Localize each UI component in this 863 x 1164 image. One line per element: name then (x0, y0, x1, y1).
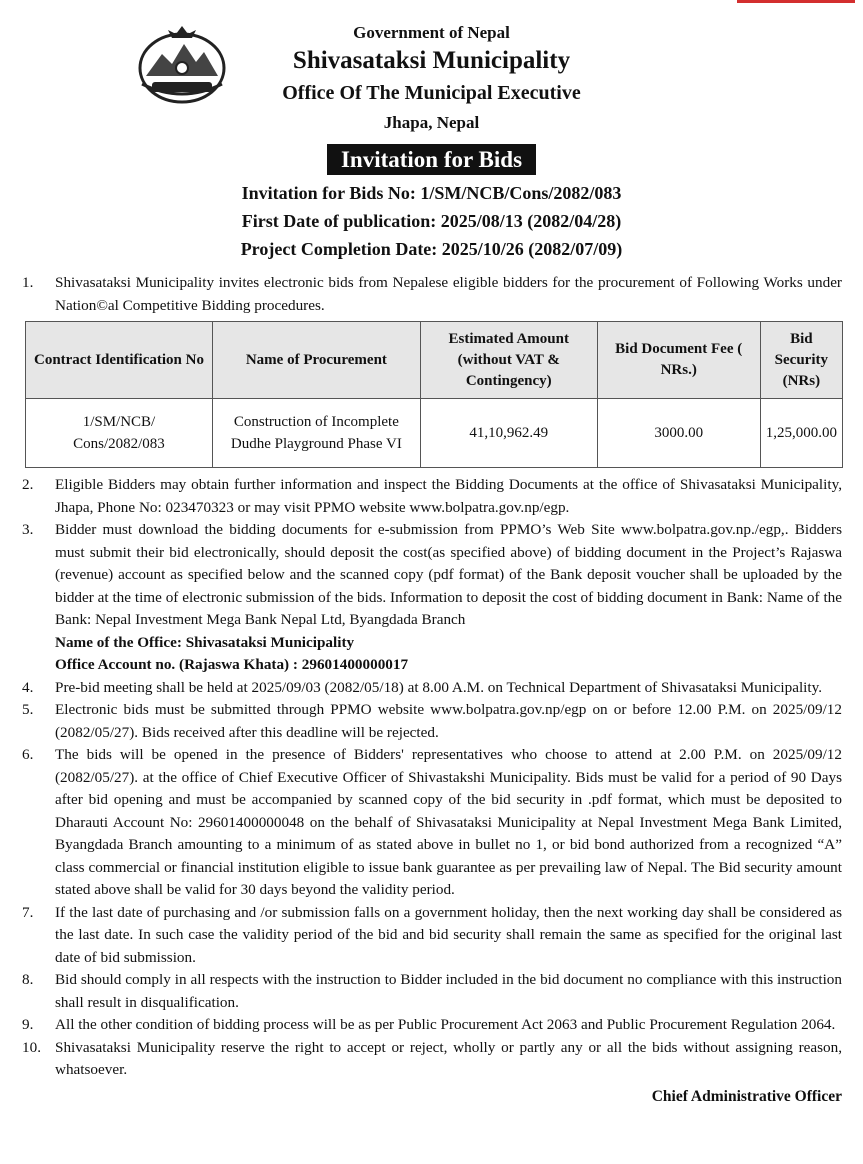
bid-number: Invitation for Bids No: 1/SM/NCB/Cons/2082/083 (241, 183, 622, 203)
table-header-row (26, 322, 843, 399)
cell-procurement-name: Construction of Incomplete Dudhe Playground Phase VI (212, 399, 420, 468)
item-number: 5. (22, 701, 34, 718)
office-account-line: Office Account no. (Rajaswa Khata) : 29601400000017 (55, 656, 409, 673)
item-text: Shivasataksi Municipality reserve the right to accept or reject, wholly or partly any or all the bids without assigning reason, whatsoever. (55, 1038, 842, 1078)
list-item (22, 699, 842, 744)
item-text: Eligible Bidders may obtain further information and inspect the Bidding Documents at the office of Shivasataksi Municipality, Jhapa, Phone No: 023470323 or may visit PPMO website www.bolpatra.gov.np/egp. (55, 476, 842, 516)
item-number: 6. (22, 746, 34, 763)
municipality-name: Shivasataksi Municipality (292, 47, 571, 74)
first-publication-date: First Date of publication: 2025/08/13 (2082/04/28) (241, 211, 622, 231)
list-item (22, 272, 842, 317)
item-number: 8. (22, 971, 34, 988)
list-item (22, 474, 842, 519)
procurement-table (25, 321, 843, 468)
item-number: 3. (22, 521, 34, 538)
list-item (22, 969, 842, 1014)
cell-bid-document-fee: 3000.00 (597, 399, 760, 468)
item-text: All the other condition of bidding process will be as per Public Procurement Act 2063 and Public Procurement Regulation 2064. (55, 1016, 836, 1033)
government-name: Government of Nepal (353, 23, 510, 42)
cell-bid-security: 1,25,000.00 (760, 399, 842, 468)
item-text: The bids will be opened in the presence of Bidders' representatives who choose to attend at 2.00 P.M. on 2025/09/12 (2082/05/27). at the office of Chief Executive Officer of Shivastakshi Municipality. Bids must be valid for a period of 90 Days after bid opening and must be accompanied by scanned copy of the bid security in .pdf format, which must be deposited to Dharauti Account No: 29601400000048 on the behalf of Shivasataksi Municipality at Nepal Investment Mega Bank Limited, Byangdada Branch amounting to a minimum of as stated above in bullet no 1, or bid bond authorized from a recognized “A” class commercial or financial institution eligible to issue bank guarantee as per prevailing law of Nepal. The Bid security amount stated above shall be valid for 30 days beyond the validity period. (55, 746, 842, 898)
item-number: 9. (22, 1016, 34, 1033)
conditions-list (22, 272, 842, 1108)
item-text: If the last date of purchasing and /or submission falls on a government holiday, then the next working day shall be considered as the last date. In such case the validity period of the bid and bid security shall remain the same as specified for the original last date of bid submission. (55, 903, 842, 966)
item-text: Bid should comply in all respects with the instruction to Bidder included in the bid document no compliance with this instruction shall result in disqualification. (55, 971, 842, 1011)
notice-header (0, 22, 863, 263)
col-contract-id: Contract Identification No (26, 322, 213, 399)
cell-contract-id: 1/SM/NCB/ Cons/2082/083 (26, 399, 213, 468)
item-number: 4. (22, 678, 34, 696)
office-name: Office Of The Municipal Executive (282, 82, 581, 104)
col-bid-document-fee: Bid Document Fee ( NRs.) (597, 322, 760, 399)
item-number: 10. (22, 1038, 41, 1056)
list-item (22, 677, 842, 700)
page-title: Invitation for Bids (327, 144, 536, 175)
item-number: 1. (22, 274, 34, 291)
corner-mark (737, 0, 855, 3)
item-text: Electronic bids must be submitted through PPMO website www.bolpatra.gov.np/egp on or before 12.00 P.M. on 2025/09/12 (2082/05/27). Bids received after this deadline will be rejected. (55, 701, 842, 741)
signature: Chief Administrative Officer (651, 1087, 842, 1105)
office-name-line: Name of the Office: Shivasataksi Municipality (55, 633, 355, 651)
item-number: 2. (22, 476, 34, 493)
item-text: Shivasataksi Municipality invites electronic bids from Nepalese eligible bidders for the procurement of Following Works under Nation©al Competitive Bidding procedures. (55, 274, 842, 314)
table-row (26, 399, 843, 468)
item-text: Pre-bid meeting shall be held at 2025/09/03 (2082/05/18) at 8.00 A.M. on Technical Department of Shivasataksi Municipality. (55, 678, 823, 696)
list-item (22, 1037, 842, 1082)
list-item (22, 902, 842, 970)
col-procurement-name: Name of Procurement (212, 322, 420, 399)
cell-estimated-amount: 41,10,962.49 (420, 399, 597, 468)
location: Jhapa, Nepal (383, 113, 480, 132)
item-number: 7. (22, 903, 34, 921)
col-bid-security: Bid Security (NRs) (760, 322, 842, 399)
item-text: Bidder must download the bidding documents for e-submission from PPMO’s Web Site www.bolpatra.gov.np./egp,. Bidders must submit their bid electronically, should deposit the cost(as specified above) of bidding document in the Project’s Rajaswa (revenue) account as specified below and the scanned copy (pdf format) of the Bank deposit voucher shall be uploaded by the bidder at the time of electronic submission of the bids. Information to deposit the cost of bidding document in Bank: Name of the Bank: Nepal Investment Mega Bank Nepal Ltd, Byangdada Branch (55, 521, 842, 628)
list-item (22, 1014, 842, 1037)
list-item (22, 519, 842, 677)
col-estimated-amount: Estimated Amount (without VAT & Contingency) (420, 322, 597, 399)
completion-date: Project Completion Date: 2025/10/26 (2082/07/09) (240, 239, 623, 259)
list-item (22, 744, 842, 902)
